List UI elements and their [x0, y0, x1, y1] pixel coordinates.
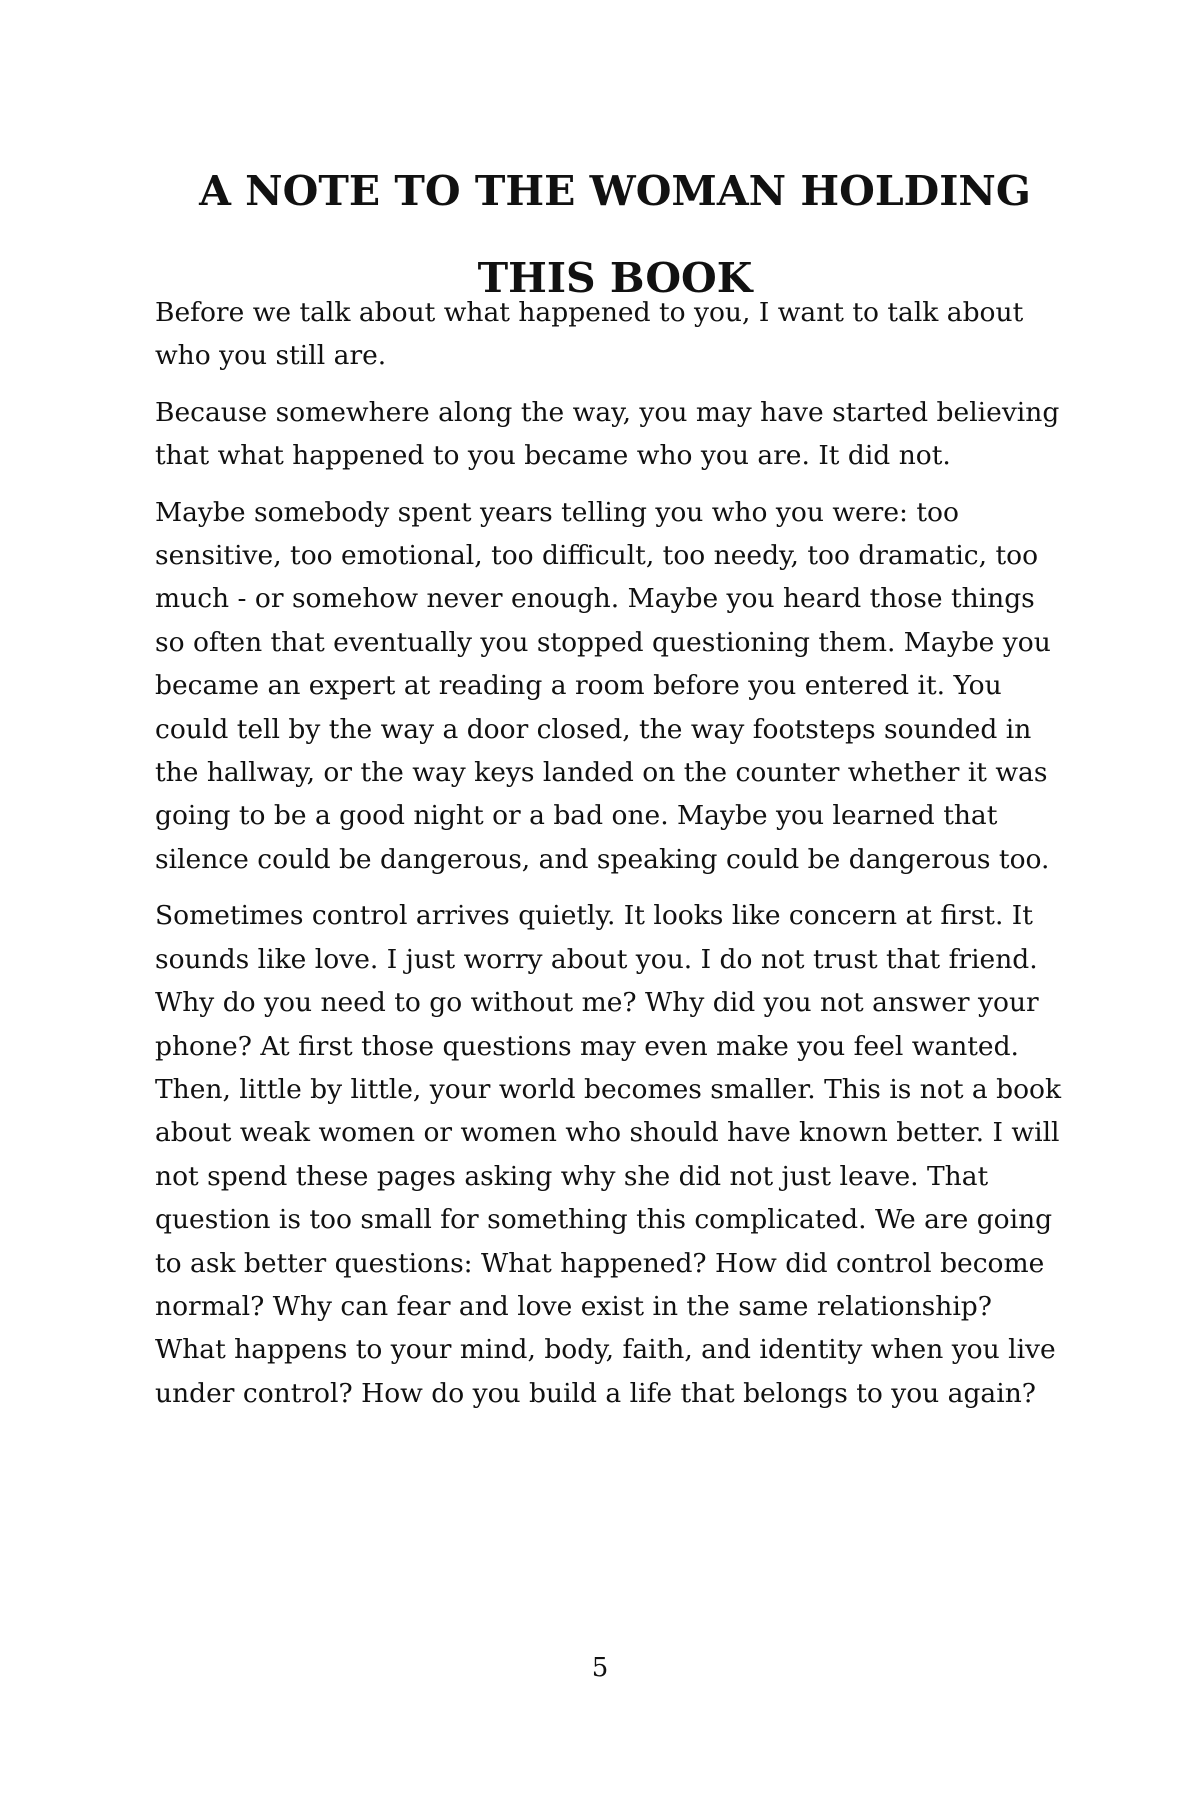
page-number: 5 — [591, 1653, 609, 1683]
paragraph: Sometimes control arrives quietly. It looks like concern at first. It sounds like love. I just worry about you. I do not trust that friend. Why do you need to go without me? Why did you not answer your phone? At first those questions may even make you feel wanted. Then, little by little, your world becomes smaller. This is not a book about weak women or women who should have known better. I will not spend these pages asking why she did not just leave. That question is too small for something this complicated. We are going to ask better questions: What happened? How did control become normal? Why can fear and love exist in the same relationship? What happens to your mind, body, faith, and identity when you live under control? How do you build a life that belongs to you again? — [155, 900, 1062, 1409]
chapter-title-line-2: THIS BOOK — [477, 254, 753, 302]
chapter-title-line-1: A NOTE TO THE WOMAN HOLDING — [199, 167, 1031, 215]
body-text — [155, 291, 1065, 1428]
paragraph: Maybe somebody spent years telling you who you were: too sensitive, too emotional, too difficult, too needy, too dramatic, too much - or somehow never enough. Maybe you heard those things so often that eventually you stopped questioning them. Maybe you became an expert at reading a room before you entered it. You could tell by the way a door closed, the way footsteps sounded in the hallway, or the way keys landed on the counter whether it was going to be a good night or a bad one. Maybe you learned that silence could be dangerous, and speaking could be dangerous too. — [155, 496, 1051, 875]
paragraph: Before we talk about what happened to you, I want to talk about who you still are. — [155, 297, 1024, 372]
paragraph: Because somewhere along the way, you may have started believing that what happened to you became who you are. It did not. — [155, 396, 1060, 472]
